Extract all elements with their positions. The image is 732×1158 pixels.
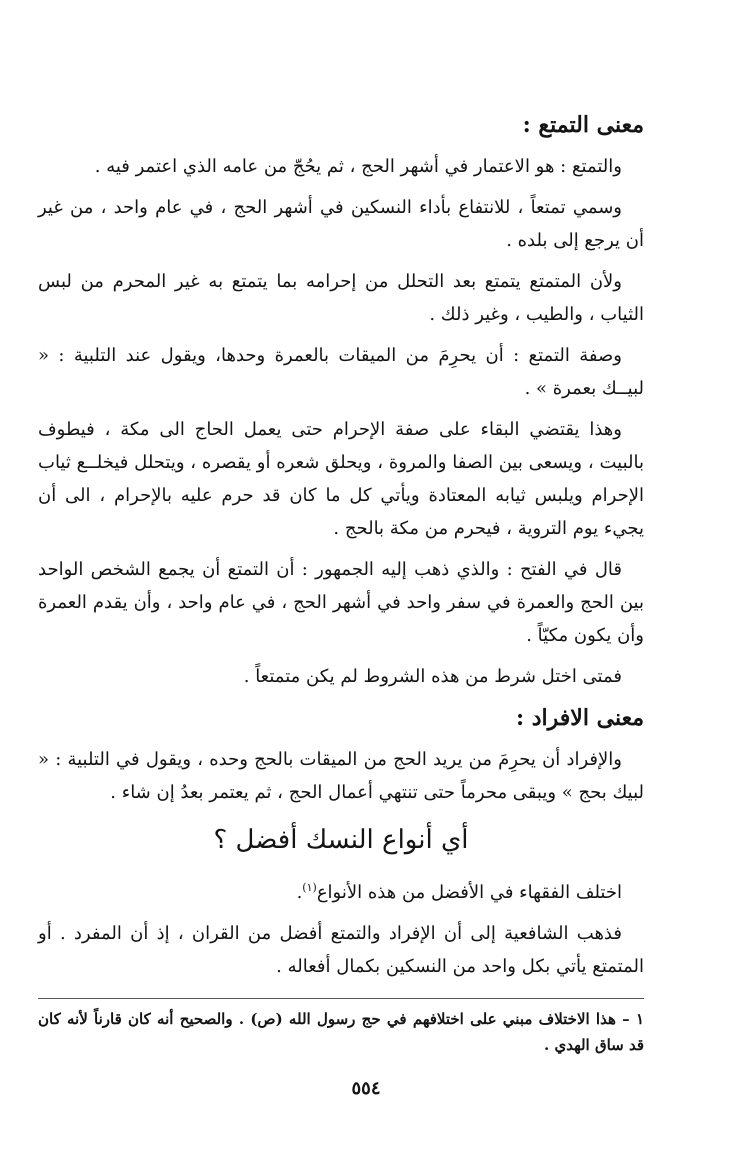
paragraph-procedure: وهذا يقتضي البقاء على صفة الإحرام حتى يعمل الحاج الى مكة ، فيطوف بالبيت ، ويسعى بين الصفا والمروة ، ويحلق شعره أو يقصره ، ويتحلل فيخلــع ثياب الإحرام ويلبس ثيابه المعتادة ويأتي كل ما كان قد حرم عليه بالإحرام ، الى أن يجيء يوم التروية ، فيحرم من مكة بالحج . [38, 419, 644, 539]
paragraph-shafii: فذهب الشافعية إلى أن الإفراد والتمتع أفضل من القران ، إذ أن المفرد . أو المتمتع يأتي بكل واحد من النسكين بكمال أفعاله . [38, 923, 644, 977]
paragraph-naming: وسمي تمتعاً ، للانتفاع بأداء النسكين في أشهر الحج ، في عام واحد ، من غير أن يرجع إلى بلده . [38, 197, 644, 251]
paragraph-fath-quote: قال في الفتح : والذي ذهب إليه الجمهور : أن التمتع أن يجمع الشخص الواحد بين الحج والعمرة في سفر واحد في أشهر الحج ، في عام واحد ، وأن يقدم العمرة وأن يكون مكيّاً . [38, 559, 644, 646]
paragraph-disagreement [38, 871, 644, 909]
paragraph-definition: والتمتع : هو الاعتمار في أشهر الحج ، ثم يحُجّ من عامه الذي اعتمر فيه . [94, 156, 622, 177]
disagreement-period: . [296, 882, 303, 903]
paragraph-description: وصفة التمتع : أن يحرِمَ من الميقات بالعمرة وحدها، ويقول عند التلبية : « لبيــك بعمرة » . [38, 345, 644, 399]
page-number: ٥٥٤ [351, 1078, 381, 1099]
disagreement-text: اختلف الفقهاء في الأفضل من هذه الأنواع [316, 882, 622, 903]
footnote: ١ – هذا الاختلاف مبني على اختلافهم في حج رسول الله (ص) . والصحيح أنه كان قارناً لأنه كان قد ساق الهدي . [38, 1010, 644, 1054]
paragraph-condition: فمتى اختل شرط من هذه الشروط لم يكن متمتعاً . [243, 666, 622, 687]
section-heading-ifrad: معنى الافراد : [515, 705, 644, 731]
section-title-best-rite: أي أنواع النسك أفضل ؟ [213, 825, 469, 855]
footnote-reference: (١) [302, 881, 317, 894]
page-body [38, 108, 644, 991]
paragraph-ifrad: والإفراد أن يحرِمَ من يريد الحج من الميقات بالحج وحده ، ويقول في التلبية : « لبيك بحج » ويبقى محرماً حتى تنتهي أعمال الحج ، ثم يعتمر بعدُ إن شاء . [38, 749, 644, 803]
footnote-separator [38, 998, 644, 999]
section-heading-tamattu: معنى التمتع : [522, 112, 644, 138]
paragraph-reason: ولأن المتمتع يتمتع بعد التحلل من إحرامه بما يتمتع به غير المحرم من لبس الثياب ، والطيب ، وغير ذلك . [38, 271, 644, 325]
